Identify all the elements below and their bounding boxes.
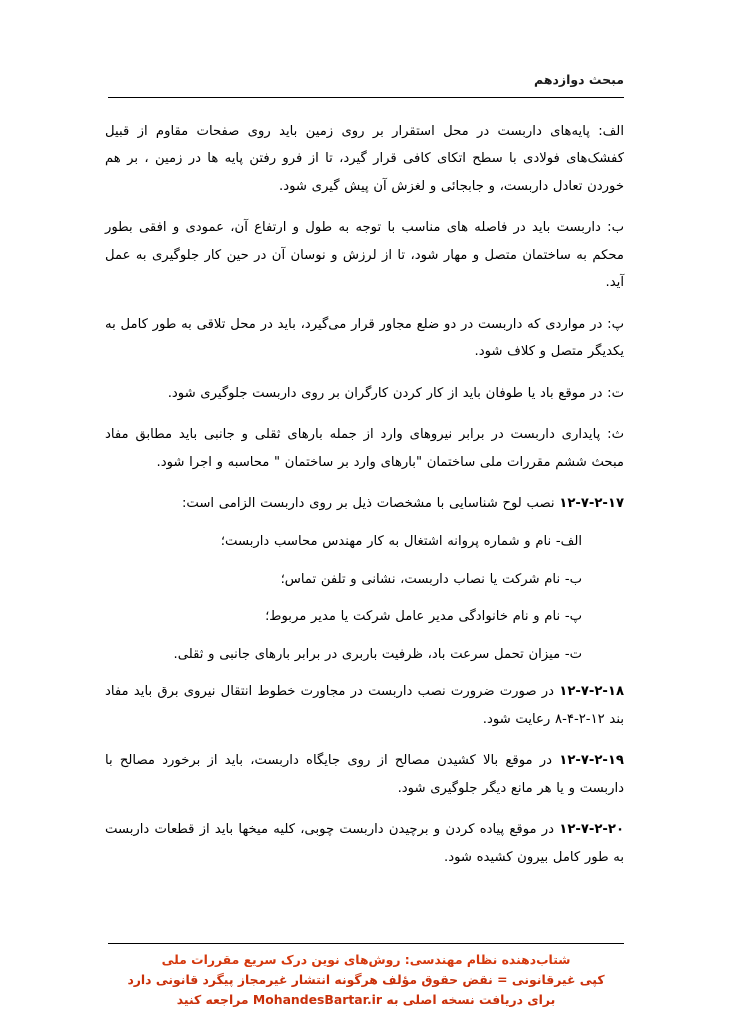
subitem-te: ت- میزان تحمل سرعت باد، ظرفیت باربری در برابر بارهای جانبی و ثقلی.: [173, 646, 582, 662]
clause-number-19: ۱۲-۷-۲-۱۹: [559, 753, 624, 769]
clause-12-7-2-17: [105, 490, 624, 517]
clause-number-20: ۱۲-۷-۲-۲۰: [559, 822, 624, 838]
subitem-alef: الف- نام و شماره پروانه اشتغال به کار مهندس محاسب داربست؛: [220, 534, 582, 550]
clause-number-18: ۱۲-۷-۲-۱۸: [559, 684, 624, 700]
footer-text-after: مراجعه کنید: [176, 991, 253, 1007]
page-header: مبحث دوازدهم: [534, 72, 624, 87]
clause-pe: پ: در مواردی که داربست در دو ضلع مجاور قرار می‌گیرد، باید در محل تلاقی به طور کامل به یکدیگر متصل و کلاف شود.: [105, 316, 624, 360]
footer-line-1: شتاب‌دهنده نظام مهندسی: روش‌های نوین درک سریع مقررات ملی: [161, 951, 571, 967]
clause-be: ب: داربست باید در فاصله های مناسب با توجه به طول و ارتفاع آن، عمودی و افقی بطور محکم به ساختمان متصل و مهار شود، تا از لرزش و نوسان آن در حین کار جلوگیری به عمل آید.: [105, 220, 624, 291]
clause-alef: الف: پایه‌های داربست در محل استقرار بر روی زمین باید روی صفحات مقاوم از قبیل کفشک‌های فولادی با سطح اتکای کافی قرار گیرد، تا از فرو رفتن پایه ها در زمین ، بر هم خوردن تعادل داربست، و جابجائی و لغزش آن پیش گیری شود.: [105, 124, 624, 194]
clause-text-18: در صورت ضرورت نصب داربست در مجاورت خطوط انتقال نیروی برق باید مفاد بند ۱۲-۲-۴-۸ رعایت شود.: [105, 684, 624, 727]
footer-line-2: کپی غیرقانونی = نقض حقوق مؤلف هرگونه انتشار غیرمجاز پیگرد قانونی دارد: [127, 971, 605, 987]
subitem-pe: پ- نام و نام خانوادگی مدیر عامل شرکت یا مدیر مربوط؛: [265, 609, 582, 625]
footer-website-link[interactable]: MohandesBartar.ir: [252, 991, 383, 1007]
clause-text-19: در موقع بالا کشیدن مصالح از روی جایگاه داربست، باید از برخورد مصالح با داربست و یا هر مانع دیگر جلوگیری شود.: [105, 753, 624, 796]
clause-12-7-2-19: [105, 747, 624, 802]
clause-12-7-2-20: [105, 816, 624, 871]
document-body: [105, 118, 624, 885]
clause-number-17: ۱۲-۷-۲-۱۷: [559, 495, 624, 511]
clause-text-17: نصب لوح شناسایی با مشخصات ذیل بر روی داربست الزامی است:: [181, 495, 555, 511]
clause-12-7-2-18: [105, 678, 624, 733]
subitem-be: ب- نام شرکت یا نصاب داربست، نشانی و تلفن تماس؛: [280, 571, 582, 587]
clause-text-20: در موقع پیاده کردن و برچیدن داربست چوبی، کلیه میخها باید از قطعات داربست به طور کامل بیرون کشیده شود.: [105, 822, 624, 865]
footer-text-before: برای دریافت نسخه اصلی به: [382, 991, 556, 1007]
footer-line-3: [108, 990, 624, 1010]
clause-te: ت: در موقع باد یا طوفان باید از کار کردن کارگران بر روی داربست جلوگیری شود.: [167, 385, 624, 401]
page-footer: [108, 943, 624, 1010]
header-divider: [108, 97, 624, 98]
clause-se: ث: پایداری داربست در برابر نیروهای وارد از جمله بارهای ثقلی و جانبی باید مطابق مفاد مبحث ششم مقررات ملی ساختمان "بارهای وارد بر ساختمان " محاسبه و اجرا شود.: [105, 427, 624, 470]
footer-divider: [108, 943, 624, 944]
